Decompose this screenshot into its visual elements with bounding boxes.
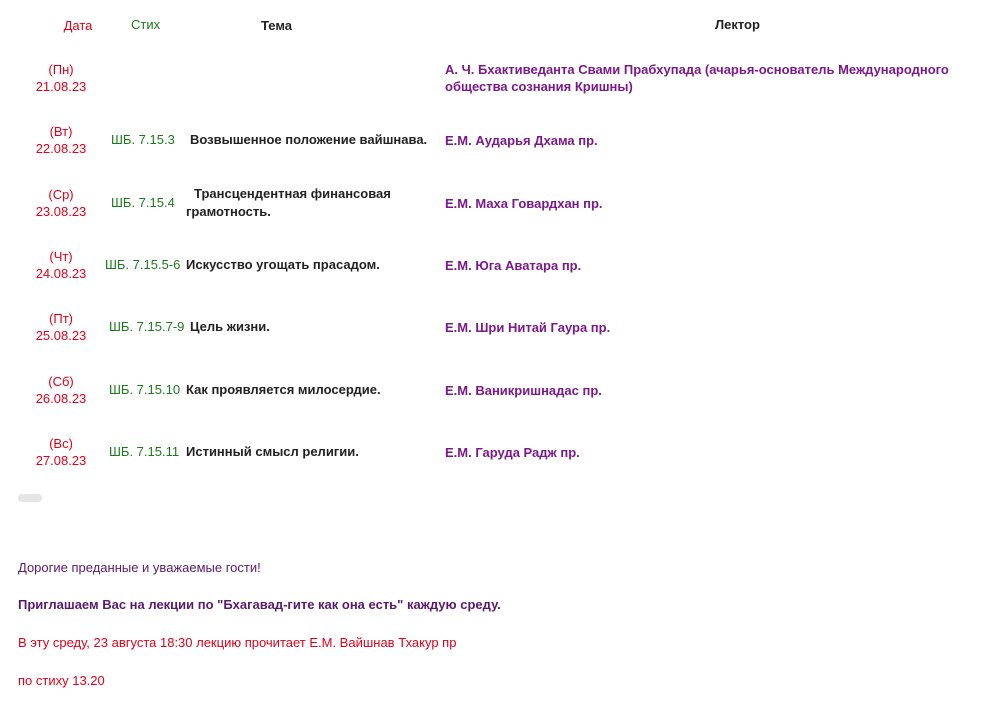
row-date	[20, 435, 102, 469]
schedule-row	[0, 435, 988, 485]
row-day: (Чт)	[49, 249, 73, 264]
row-lector: Е.М. Юга Аватара пр.	[445, 258, 582, 273]
row-date-value: 23.08.23	[35, 204, 87, 219]
row-date-value: 25.08.23	[35, 328, 87, 343]
header-verse: Стих	[131, 17, 161, 32]
schedule-row	[0, 186, 988, 236]
row-day: (Вт)	[49, 124, 73, 139]
row-lector: Е.М. Шри Нитай Гаура пр.	[445, 320, 611, 335]
row-date	[20, 310, 102, 344]
row-topic: Искусство угощать прасадом.	[186, 257, 380, 272]
schedule-row	[0, 248, 988, 298]
header-lector: Лектор	[715, 17, 760, 32]
header-date: Дата	[63, 18, 93, 33]
row-lector: Е.М. Ваникришнадас пр.	[445, 383, 602, 398]
row-date-value: 21.08.23	[35, 79, 87, 94]
row-date	[20, 123, 102, 157]
greeting-text: Дорогие преданные и уважаемые гости!	[18, 560, 261, 575]
row-verse: ШБ. 7.15.7-9	[109, 319, 185, 334]
this-week-text: В эту среду, 23 августа 18:30 лекцию прочитает Е.М. Вайшнав Тхакур пр	[18, 635, 457, 650]
row-day: (Ср)	[48, 187, 74, 202]
row-date-value: 26.08.23	[35, 391, 87, 406]
row-topic: Трансцендентная финансовая грамотность.	[186, 186, 391, 219]
schedule-row	[0, 61, 988, 111]
invite-text: Приглашаем Вас на лекции по "Бхагавад-гите как она есть" каждую среду.	[18, 597, 501, 612]
row-date-value: 22.08.23	[35, 141, 87, 156]
row-date	[20, 61, 102, 95]
schedule-row	[0, 310, 988, 360]
row-day: (Пт)	[49, 311, 73, 326]
header-topic: Тема	[261, 18, 293, 33]
row-lector: Е.М. Гаруда Радж пр.	[445, 445, 580, 460]
row-date	[20, 186, 102, 220]
schedule-row	[0, 373, 988, 423]
row-verse: ШБ. 7.15.3	[111, 132, 175, 147]
row-topic: Истинный смысл религии.	[186, 444, 359, 459]
row-topic: Как проявляется милосердие.	[186, 382, 381, 397]
row-topic: Возвышенное положение вайшнава.	[190, 132, 428, 147]
row-date-value: 27.08.23	[35, 453, 87, 468]
row-lector: Е.М. Маха Говардхан пр.	[445, 196, 603, 211]
scroll-handle[interactable]	[18, 494, 42, 502]
row-verse: ШБ. 7.15.11	[109, 444, 180, 459]
row-lector: А. Ч. Бхактиведанта Свами Прабхупада (ачарья-основатель Международного общества сознания Кришны)	[445, 62, 949, 94]
row-verse: ШБ. 7.15.5-6	[105, 257, 181, 272]
row-date	[20, 373, 102, 407]
row-lector: Е.М. Аударья Дхама пр.	[445, 133, 598, 148]
schedule-row	[0, 123, 988, 173]
row-day: (Вс)	[49, 436, 73, 451]
row-day: (Сб)	[48, 374, 74, 389]
row-date	[20, 248, 102, 282]
row-date-value: 24.08.23	[35, 266, 87, 281]
row-topic: Цель жизни.	[190, 319, 270, 334]
row-day: (Пн)	[48, 62, 74, 77]
verse-text: по стиху 13.20	[18, 673, 105, 688]
row-verse: ШБ. 7.15.10	[109, 382, 181, 397]
row-verse: ШБ. 7.15.4	[111, 195, 175, 210]
